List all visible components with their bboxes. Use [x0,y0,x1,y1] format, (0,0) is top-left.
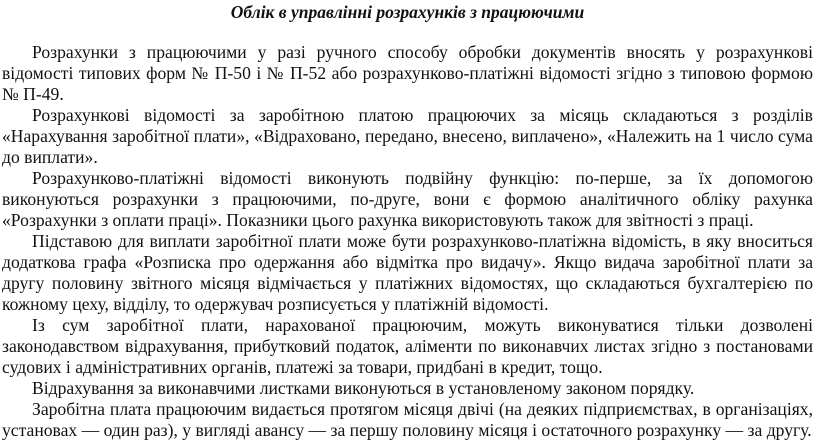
document-title: Облік в управлінні розрахунків з працюючими [230,2,585,22]
paragraph-4: Підставою для виплати заробітної плати може бути розрахунково-платіжна відомість, в яку вноситься додаткова графа «Розписка про одержання або відмітка про видачу». Якщо видача заробітної плати за другу половину звітного місяця відмічається у платіжних відомостях, що складаються бухгалтерією по кожному цеху, відділу, то одержувач розписується у платіжній відомості. [2,231,813,314]
paragraph-2: Розрахункові відомості за заробітною платою працюючих за місяць складаються з розділів «Нарахування заробітної плати», «Відраховано, передано, внесено, виплачено», «Належить на 1 число сума до виплати». [2,105,813,167]
paragraph-1: Розрахунки з працюючими у разі ручного способу обробки документів вносять у розрахункові відомості типових форм № П-50 і № П-52 або розрахунково-платіжні відомості згідно з типовою формою № П-49. [2,42,813,104]
paragraph-6: Відрахування за виконавчими листками виконуються в установленому законом порядку. [32,378,695,398]
paragraph-7: Заробітна плата працюючим видається протягом місяця двічі (на деяких підприємствах, в організаціях, установах — один раз), у вигляді авансу — за першу половину місяця і остаточного розрахунку — за другу. [2,399,813,440]
paragraph-5: Із сум заробітної плати, нарахованої працюючим, можуть виконуватися тільки дозволені законодавством відрахування, прибутковий податок, аліменти по виконавчих листах згідно з постановами судових і адміністративних органів, платежі за товари, придбані в кредит, тощо. [2,315,813,377]
paragraph-3: Розрахунково-платіжні відомості виконують подвійну функцію: по-перше, за їх допомогою виконуються розрахунки з працюючими, по-друге, вони є формою аналітичного обліку рахунка «Розрахунки з оплати праці». Показники цього рахунка використовують також для звітності з праці. [2,168,813,230]
document-body [2,42,813,441]
